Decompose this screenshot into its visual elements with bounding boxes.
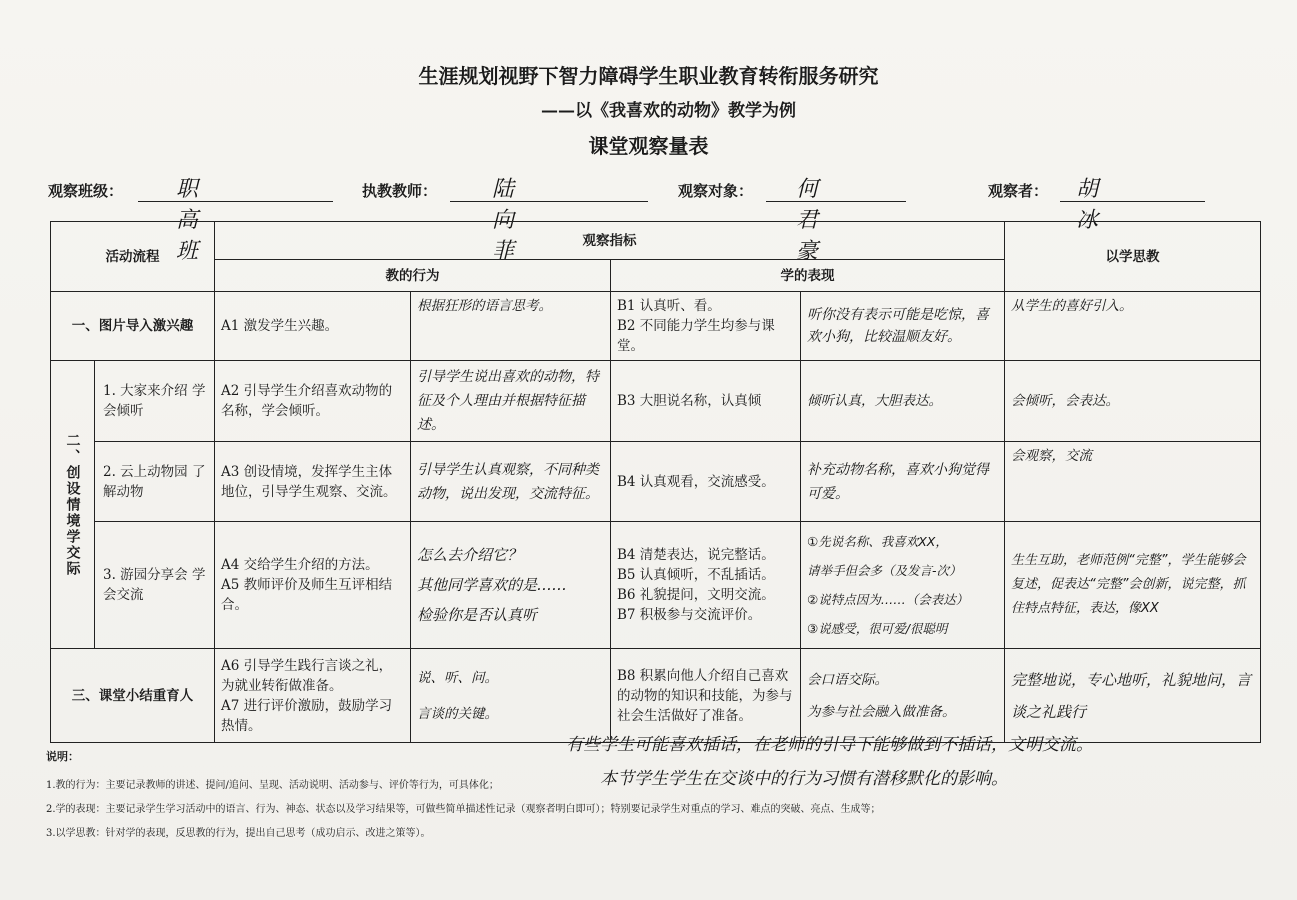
teacher-underline <box>450 200 648 202</box>
table-row <box>51 649 1261 743</box>
section2-label: 二、创设情境学交际 <box>64 432 81 577</box>
learn-handwritten: 听你没有表示可能是吃惊，喜欢小狗，比较温顺友好。 <box>801 292 1005 361</box>
class-value: 职高班 <box>176 177 199 264</box>
note-1: 1.教的行为：主要记录教师的讲述、提问/追问、呈现、活动说明、活动参与、评价等行为，可具体化； <box>46 780 499 791</box>
teach-handwritten: 引导学生认真观察，不同种类动物，说出发现，交流特征。 <box>411 442 611 522</box>
learn-printed: B8 积累向他人介绍自己喜欢的动物的知识和技能，为参与社会生活做好了准备。 <box>611 649 801 743</box>
observer-label: 观察者： <box>988 182 1049 200</box>
document-title: 生涯规划视野下智力障碍学生职业教育转衔服务研究 <box>418 64 879 88</box>
observer-field <box>988 177 1099 233</box>
target-field <box>678 177 819 264</box>
class-label: 观察班级： <box>48 182 124 200</box>
section2-cell <box>51 361 95 649</box>
form-title: 课堂观察量表 <box>588 134 709 158</box>
table-row <box>51 522 1261 649</box>
notes-label: 说明： <box>46 750 79 763</box>
class-underline <box>138 200 333 202</box>
teacher-value: 陆向菲 <box>492 177 515 264</box>
learn-handwritten: 倾听认真，大胆表达。 <box>801 361 1005 442</box>
stage-cell: 2. 云上动物园 了解动物 <box>95 442 215 522</box>
teach-handwritten: 引导学生说出喜欢的动物，特征及个人理由并根据特征描述。 <box>411 361 611 442</box>
learn-printed: B4 认真观看，交流感受。 <box>611 442 801 522</box>
process-header: 活动流程 <box>51 222 215 292</box>
teacher-label: 执教教师： <box>362 182 438 200</box>
stage-cell: 一、图片导入激兴趣 <box>51 292 215 361</box>
table-row <box>51 361 1261 442</box>
observation-table <box>50 221 1261 743</box>
target-underline <box>766 200 906 202</box>
teach-handwritten: 根据狂形的语言思考。 <box>411 292 611 361</box>
learn-handwritten: ①先说名称、我喜欢XX， 请举手但会多（及发言-次） ②说特点因为……（会表达） ③说感受，很可爱/很聪明 <box>801 522 1005 649</box>
reflect-handwritten: 生生互助，老师范例“完整”，学生能够会复述，促表达“完整”会创新，说完整，抓住特点特征，表达，像XX <box>1005 522 1261 649</box>
teach-printed: A6 引导学生践行言谈之礼，为就业转衔做准备。 A7 进行评价激励，鼓励学习热情。 <box>215 649 411 743</box>
teach-printed: A1 激发学生兴趣。 <box>215 292 411 361</box>
learn-printed: B1 认真听、看。 B2 不同能力学生均参与课堂。 <box>611 292 801 361</box>
teach-handwritten: 说、听、问。 言谈的关键。 <box>411 649 611 743</box>
table-row <box>51 292 1261 361</box>
stage-cell: 三、课堂小结重育人 <box>51 649 215 743</box>
stage-cell: 3. 游园分享会 学会交流 <box>95 522 215 649</box>
learn-printed: B3 大胆说名称，认真倾 <box>611 361 801 442</box>
table-row <box>51 442 1261 522</box>
reflect-handwritten: 从学生的喜好引入。 <box>1005 292 1261 361</box>
reflect-header: 以学思教 <box>1005 222 1261 292</box>
teacher-field <box>362 177 515 264</box>
header-row-1 <box>51 222 1261 260</box>
note-2: 2.学的表现：主要记录学生学习活动中的语言、行为、神态、状态以及学习结果等，可做些简单描述性记录（观察者明白即可）；特别要记录学生对重点的学习、难点的突破、亮点、生成等； <box>46 804 881 815</box>
learn-printed: B4 清楚表达，说完整话。 B5 认真倾听，不乱插话。 B6 礼貌提问，文明交流。 B7 积极参与交流评价。 <box>611 522 801 649</box>
target-label: 观察对象： <box>678 182 754 200</box>
handwritten-note-1: 有些学生可能喜欢插话，在老师的引导下能够做到不插话，文明交流。 <box>566 735 1093 755</box>
reflect-handwritten: 会观察，交流 <box>1005 442 1261 522</box>
teach-printed: A3 创设情境，发挥学生主体地位，引导学生观察、交流。 <box>215 442 411 522</box>
teach-header: 教的行为 <box>215 260 611 292</box>
teach-handwritten: 怎么去介绍它？ 其他同学喜欢的是…… 检验你是否认真听 <box>411 522 611 649</box>
observer-value: 胡冰 <box>1076 177 1099 233</box>
reflect-handwritten: 完整地说，专心地听，礼貌地问，言谈之礼践行 <box>1005 649 1261 743</box>
note-3: 3.以学思教：针对学的表现，反思教的行为，提出自己思考（成功启示、改进之策等）。 <box>46 828 431 839</box>
reflect-handwritten: 会倾听，会表达。 <box>1005 361 1261 442</box>
teach-printed: A4 交给学生介绍的方法。 A5 教师评价及师生互评相结合。 <box>215 522 411 649</box>
handwritten-note-2: 本节学生学生在交谈中的行为习惯有潜移默化的影响。 <box>600 769 1008 789</box>
document-subtitle: ——以《我喜欢的动物》教学为例 <box>541 101 796 121</box>
stage-cell: 1. 大家来介绍 学会倾听 <box>95 361 215 442</box>
teach-printed: A2 引导学生介绍喜欢动物的名称，学会倾听。 <box>215 361 411 442</box>
target-value: 何君豪 <box>796 177 819 264</box>
learn-handwritten: 补充动物名称，喜欢小狗觉得可爱。 <box>801 442 1005 522</box>
indicators-header: 观察指标 <box>215 222 1005 260</box>
learn-handwritten: 会口语交际。 为参与社会融入做准备。 <box>801 649 1005 743</box>
learn-header: 学的表现 <box>611 260 1005 292</box>
